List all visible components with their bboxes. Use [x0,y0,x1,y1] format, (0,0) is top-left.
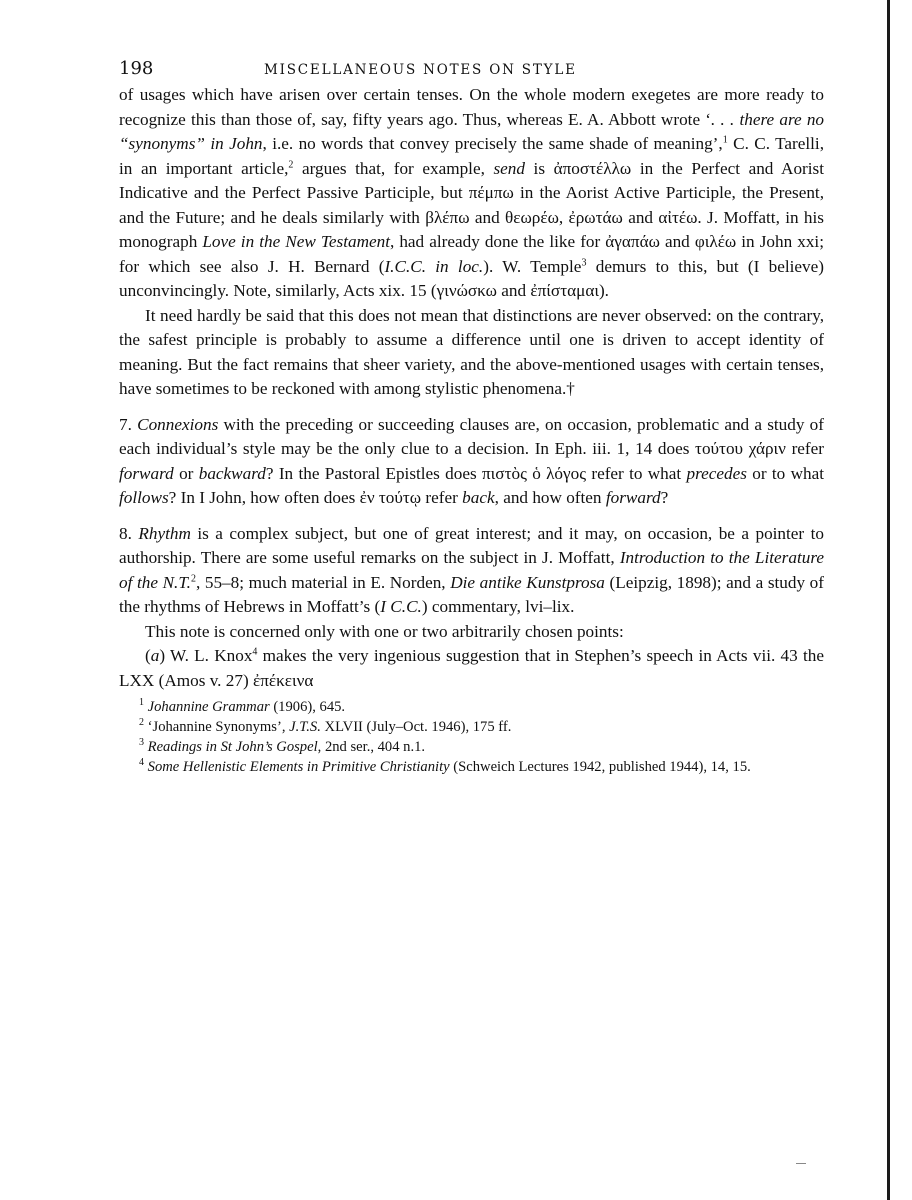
italic-run: backward [198,463,266,483]
footnote-3: $^3$ Readings in St John’s Gospel, 2nd ser., 404 n.1. [139,737,426,755]
italic-run: . . . there are no “synonyms” in John [119,109,825,153]
page-number: 198 [119,58,154,79]
note-marker: 3 [139,737,144,749]
italic-run: back [462,488,495,507]
italic-run: Connexions [137,414,219,434]
italic-run: send [493,158,525,178]
note-marker: 1 [139,697,144,709]
note-marker: 4 [252,646,258,658]
italic-run: forward [119,463,174,483]
footnote-1: $^1$ Johannine Grammar (1906), 645. [139,697,346,715]
italic-run: Johannine Grammar [147,699,270,715]
running-header [119,58,824,79]
note-marker: 3 [581,256,587,268]
italic-run: Die antike Kunstprosa [450,572,605,592]
italic-run: precedes [686,463,747,483]
italic-run: J.T.S. [289,719,321,735]
paragraph-connexions: 7. Connexions with the preceding or succeeding clauses are, on occasion, problematic and a study of each individual’s style may be the only clue to a decision. In Eph. iii. 1, 14 does τούτου χάριν refer forward or backward? In the Pastoral Epistles does πιστὸς ὁ λόγος refer to what precedes or to what follows? In I John, how often does ἐν τούτῳ refer back, and how often forward? [119,414,825,507]
book-page [119,58,824,777]
note-marker: 1 [722,134,728,146]
italic-run: I C.C. [380,597,422,616]
page-edge-rule [887,0,890,1200]
margin-mark [796,1163,806,1164]
italic-run: I.C.C. in loc. [384,256,484,276]
italic-run: Readings in St John’s Gospel [147,739,318,755]
running-title: MISCELLANEOUS NOTES ON STYLE [264,62,577,78]
footnote-4: $^4$ Some Hellenistic Elements in Primitive Christianity (Schweich Lectures 1942, published 1944), 14, 15. [139,757,751,775]
note-marker: 2 [288,158,294,170]
italic-run: forward [605,488,661,507]
italic-run: Love in the New Testament [202,232,390,251]
paragraph-continuation: of usages which have arisen over certain tenses. On the whole modern exegetes are more ready to recognize this than those of, say, fifty years ago. Thus, whereas E. A. Abbott wrote ‘. . . there are no “synonyms” in John, i.e. no words that convey precisely the same shade of meaning’,$^1$ C. C. Tarelli, in an important article,$^2$ argues that, for example, send is ἀποστέλλω in the Perfect and Aorist Indicative and the Perfect Passive Participle, but πέμπω in the Aorist Active Participle, the Present, and the Future; and he deals similarly with βλέπω and θεωρέω, ἐρωτάω and αἰτέω. J. Moffatt, in his monograph Love in the New Testament, had already done the like for ἀγαπάω and φιλέω in John xxi; for which see also J. H. Bernard (I.C.C. in loc.). W. Temple$^3$ demurs to this, but (I believe) unconvincingly. Note, similarly, Acts xix. 15 (γινώσκω and ἐπίσταμαι). [119,85,825,300]
italic-run: a [150,646,160,665]
paragraph-rhythm: 8. Rhythm is a complex subject, but one of great interest; and it may, on occasion, be a pointer to authorship. There are some useful remarks on the subject in J. Moffatt, Introduction to the Literature of the N.T.$^2$, 55–8; much material in E. Norden, Die antike Kunstprosa (Leipzig, 1898); and a study of the rhythms of Hebrews in Moffatt’s (I C.C.) commentary, lvi–lix. [119,523,825,616]
paragraph-note-scope: This note is concerned only with one or two arbitrarily chosen points: [145,621,624,641]
note-marker: 2 [190,572,196,584]
note-marker: 2 [139,717,144,729]
body-text [119,83,824,693]
paragraph-distinctions: It need hardly be said that this does not mean that distinctions are never observed: on the contrary, the safest principle is probably to assume a difference until one is driven to accept identity of meaning. But the fact remains that sheer variety, and the above-mentioned usages with certain tenses, have sometimes to be reckoned with among stylistic phenomena.† [119,305,824,398]
footnotes [119,697,824,777]
note-marker: 4 [139,757,144,769]
paragraph-knox: (a) W. L. Knox$^4$ makes the very ingenious suggestion that in Stephen’s speech in Acts vii. 43 the LXX (Amos v. 27) ἐπέκεινα [119,646,824,690]
italic-run: follows [119,488,169,507]
italic-run: Rhythm [138,523,191,543]
footnote-2: $^2$ ‘Johannine Synonyms’, J.T.S. XLVII (July–Oct. 1946), 175 ff. [139,717,512,735]
italic-run: Some Hellenistic Elements in Primitive Christianity [147,759,450,775]
italic-run: Introduction to the Literature of the N.T. [119,548,825,592]
